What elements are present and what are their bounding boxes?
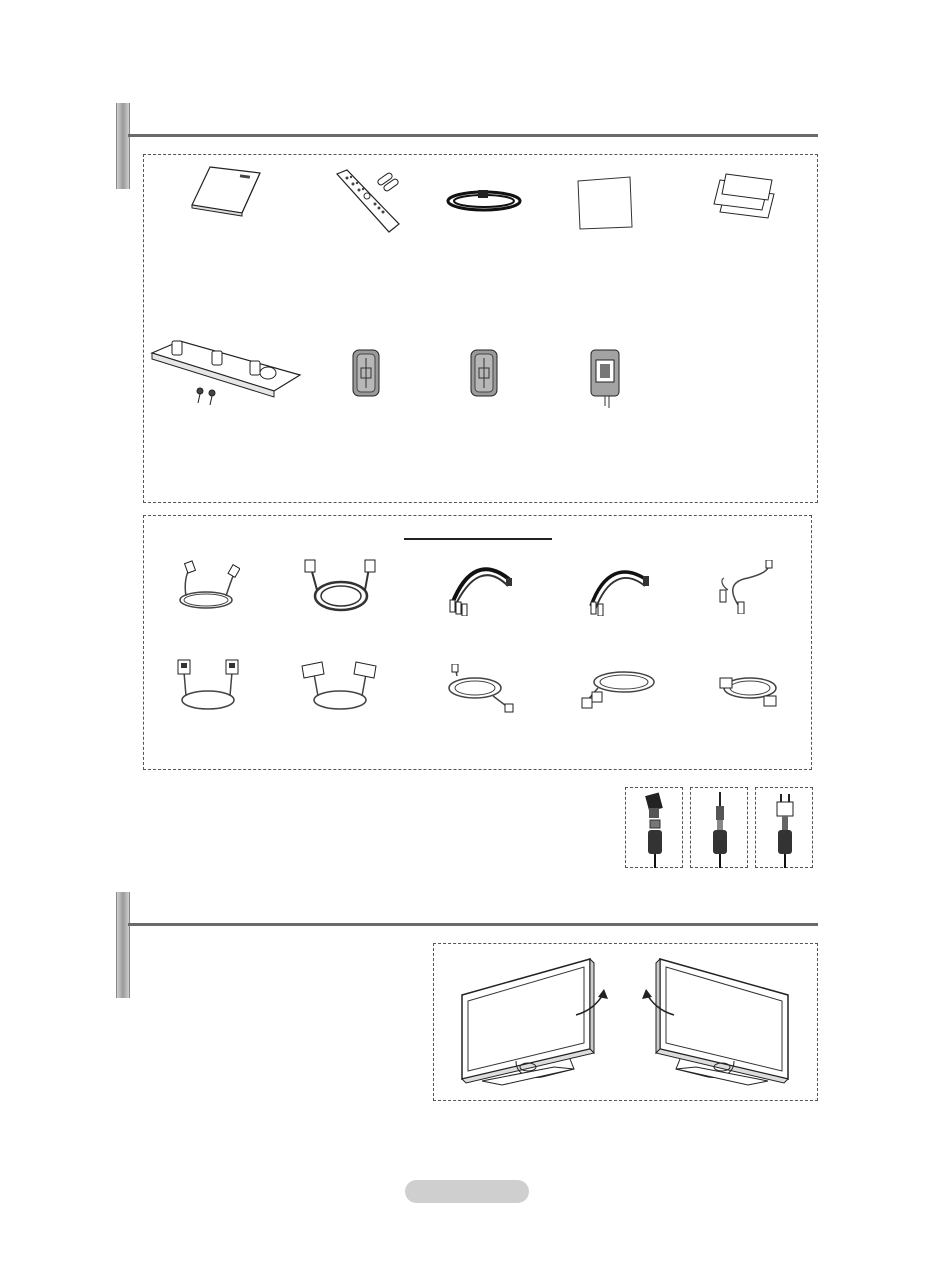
scart-cable-icon	[174, 658, 242, 714]
ferrite-core-2-icon	[468, 348, 500, 398]
cleaning-cloth-icon	[574, 175, 634, 231]
warranty-cards-icon	[712, 172, 778, 220]
page-number-badge	[405, 1180, 529, 1203]
sold-separately-box	[143, 515, 812, 770]
section-marker-swivel	[116, 892, 130, 998]
scart-cable-2-icon	[300, 660, 378, 714]
section-divider-swivel	[128, 923, 818, 926]
ferrite-power-cord-icon	[635, 792, 675, 868]
owners-instructions-icon	[188, 165, 268, 217]
power-cord-icon	[444, 186, 524, 216]
pc-cable-icon	[716, 664, 780, 712]
audio-cable-icon	[587, 562, 651, 616]
section-divider-accessories	[128, 134, 818, 137]
ferrite-core-3-icon	[587, 348, 623, 410]
hdmi-cable-icon	[303, 558, 377, 616]
pc-audio-cable-icon	[443, 664, 515, 714]
hdmi-dvi-cable-icon	[580, 662, 660, 712]
optical-cable-icon	[718, 560, 776, 614]
stand-cover-screws-icon	[150, 335, 302, 407]
ferrite-audio-plug-icon	[700, 792, 740, 868]
section-marker-accessories	[116, 103, 130, 189]
antenna-cable-icon	[176, 560, 240, 614]
sold-separately-heading-underline	[404, 538, 552, 540]
ferrite-ac-plug-icon	[765, 792, 805, 868]
ferrite-core-1-icon	[350, 348, 382, 398]
remote-control-batteries-icon	[333, 168, 405, 236]
component-cable-icon	[446, 560, 516, 616]
tv-swivel-left-right-icon	[458, 955, 794, 1089]
